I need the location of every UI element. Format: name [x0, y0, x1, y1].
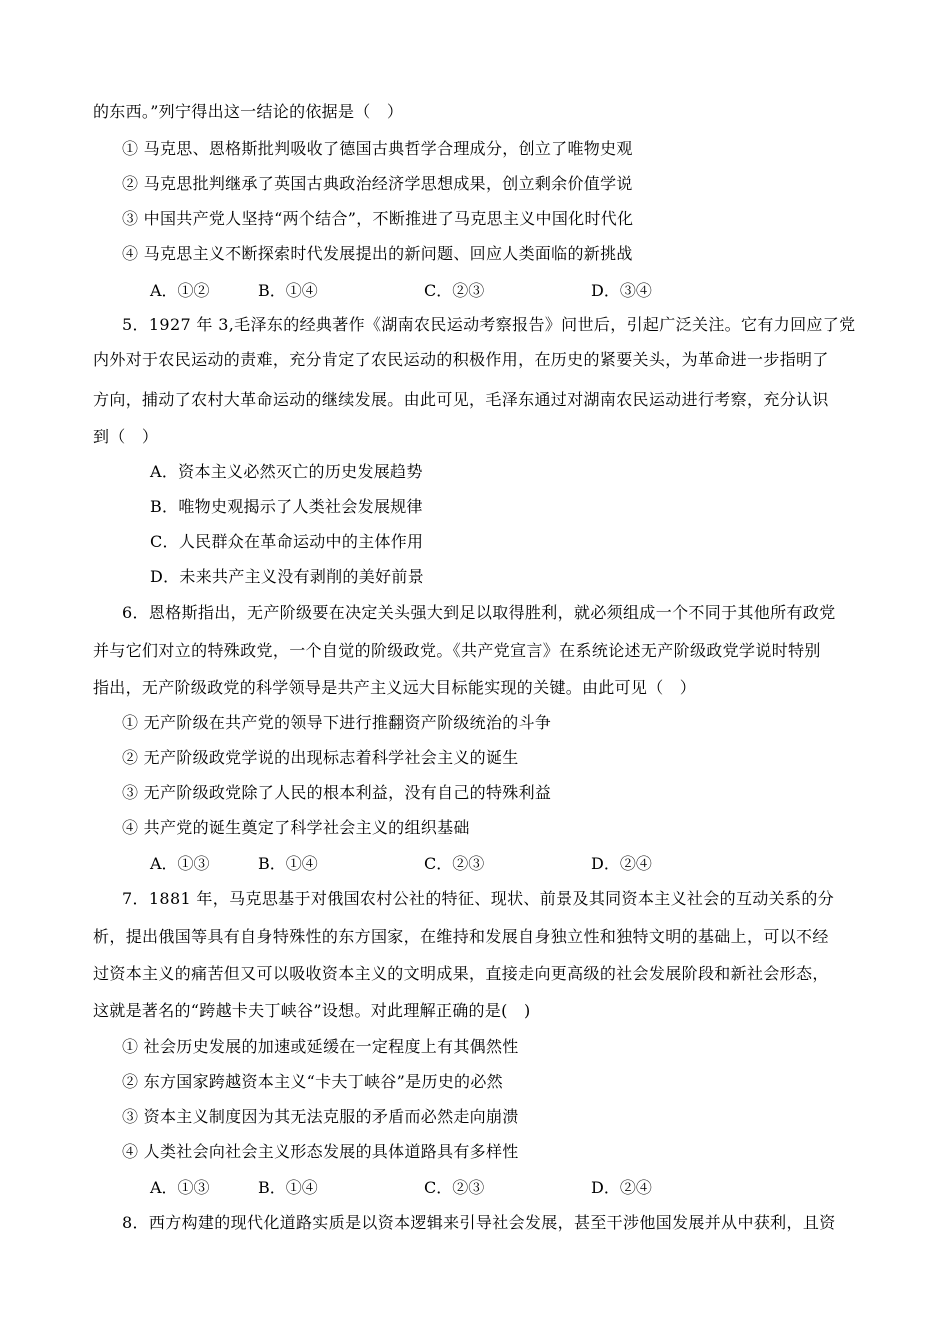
q5-stem-line-2: 内外对于农民运动的责难，充分肯定了农民运动的积极作用，在历史的紧要关头，为革命进一步指明了 — [93, 350, 829, 369]
q5-choice-c[interactable]: C．人民群众在革命运动中的主体作用 — [150, 532, 424, 551]
q7-stem-line-2: 析，提出俄国等具有自身特殊性的东方国家，在维持和发展自身独立性和独特文明的基础上，可以不经 — [93, 927, 829, 946]
q7-stem-line-3: 过资本主义的痛苦但又可以吸收资本主义的文明成果，直接走向更高级的社会发展阶段和新社会形态， — [93, 964, 829, 983]
q4-item-2: ② 马克思批判继承了英国古典政治经济学思想成果，创立剩余价值学说 — [122, 174, 633, 193]
q5-stem-line-4: 到（ ） — [93, 427, 159, 446]
q4-option-c[interactable]: C．②③ — [424, 281, 485, 300]
q5-stem-line-3: 方向，捕动了农村大革命运动的继续发展。由此可见，毛泽东通过对湖南农民运动进行考察，充分认识 — [93, 390, 829, 409]
q4-item-3: ③ 中国共产党人坚持“两个结合”，不断推进了马克思主义中国化时代化 — [122, 209, 634, 228]
q5-choice-a[interactable]: A．资本主义必然灭亡的历史发展趋势 — [150, 462, 423, 481]
q6-stem-line-2: 并与它们对立的特殊政党，一个自觉的阶级政党。《共产党宣言》在系统论述无产阶级政党学说时特别 — [93, 641, 821, 660]
q7-option-a[interactable]: A．①③ — [150, 1178, 210, 1197]
q6-stem-line-3: 指出，无产阶级政党的科学领导是共产主义远大目标能实现的关键。由此可见（ ） — [93, 678, 697, 697]
q4-option-a[interactable]: A．①② — [150, 281, 210, 300]
q4-option-d[interactable]: D．③④ — [591, 281, 652, 300]
q7-option-b[interactable]: B．①④ — [258, 1178, 318, 1197]
q6-item-1: ① 无产阶级在共产党的领导下进行推翻资产阶级统治的斗争 — [122, 713, 552, 732]
q5-choice-d[interactable]: D．未来共产主义没有剥削的美好前景 — [150, 567, 424, 586]
q6-option-b[interactable]: B．①④ — [258, 854, 318, 873]
q6-stem-line-1: 6．恩格斯指出，无产阶级要在决定关头强大到足以取得胜利，就必须组成一个不同于其他所有政党 — [122, 603, 836, 622]
q5-choice-b[interactable]: B．唯物史观揭示了人类社会发展规律 — [150, 497, 423, 516]
q6-item-3: ③ 无产阶级政党除了人民的根本利益，没有自己的特殊利益 — [122, 783, 552, 802]
q6-option-d[interactable]: D．②④ — [591, 854, 652, 873]
q4-item-1: ① 马克思、恩格斯批判吸收了德国古典哲学合理成分，创立了唯物史观 — [122, 139, 633, 158]
q7-stem-line-4: 这就是著名的“跨越卡夫丁峡谷”设想。对此理解正确的是( ) — [93, 1001, 531, 1020]
q6-option-a[interactable]: A．①③ — [150, 854, 210, 873]
q7-item-4: ④ 人类社会向社会主义形态发展的具体道路具有多样性 — [122, 1142, 519, 1161]
q6-item-2: ② 无产阶级政党学说的出现标志着科学社会主义的诞生 — [122, 748, 519, 767]
q7-item-2: ② 东方国家跨越资本主义“卡夫丁峡谷”是历史的必然 — [122, 1072, 503, 1091]
q4-option-b[interactable]: B．①④ — [258, 281, 318, 300]
q7-option-c[interactable]: C．②③ — [424, 1178, 485, 1197]
q7-item-1: ① 社会历史发展的加速或延缓在一定程度上有其偶然性 — [122, 1037, 519, 1056]
q6-option-c[interactable]: C．②③ — [424, 854, 485, 873]
q7-option-d[interactable]: D．②④ — [591, 1178, 652, 1197]
q8-stem-line-1: 8．西方构建的现代化道路实质是以资本逻辑来引导社会发展，甚至干涉他国发展并从中获利，且资 — [122, 1213, 836, 1232]
q7-item-3: ③ 资本主义制度因为其无法克服的矛盾而必然走向崩溃 — [122, 1107, 519, 1126]
q5-stem-line-1: 5．1927 年 3,毛泽东的经典著作《湖南农民运动考察报告》问世后，引起广泛关注。它有力回应了党 — [122, 315, 856, 334]
q7-stem-line-1: 7．1881 年，马克思基于对俄国农村公社的特征、现状、前景及其同资本主义社会的互动关系的分 — [122, 889, 835, 908]
q4-stem-tail: 的东西。”列宁得出这一结论的依据是（ ） — [93, 102, 404, 121]
q6-item-4: ④ 共产党的诞生奠定了科学社会主义的组织基础 — [122, 818, 470, 837]
q4-item-4: ④ 马克思主义不断探索时代发展提出的新问题、回应人类面临的新挑战 — [122, 244, 633, 263]
